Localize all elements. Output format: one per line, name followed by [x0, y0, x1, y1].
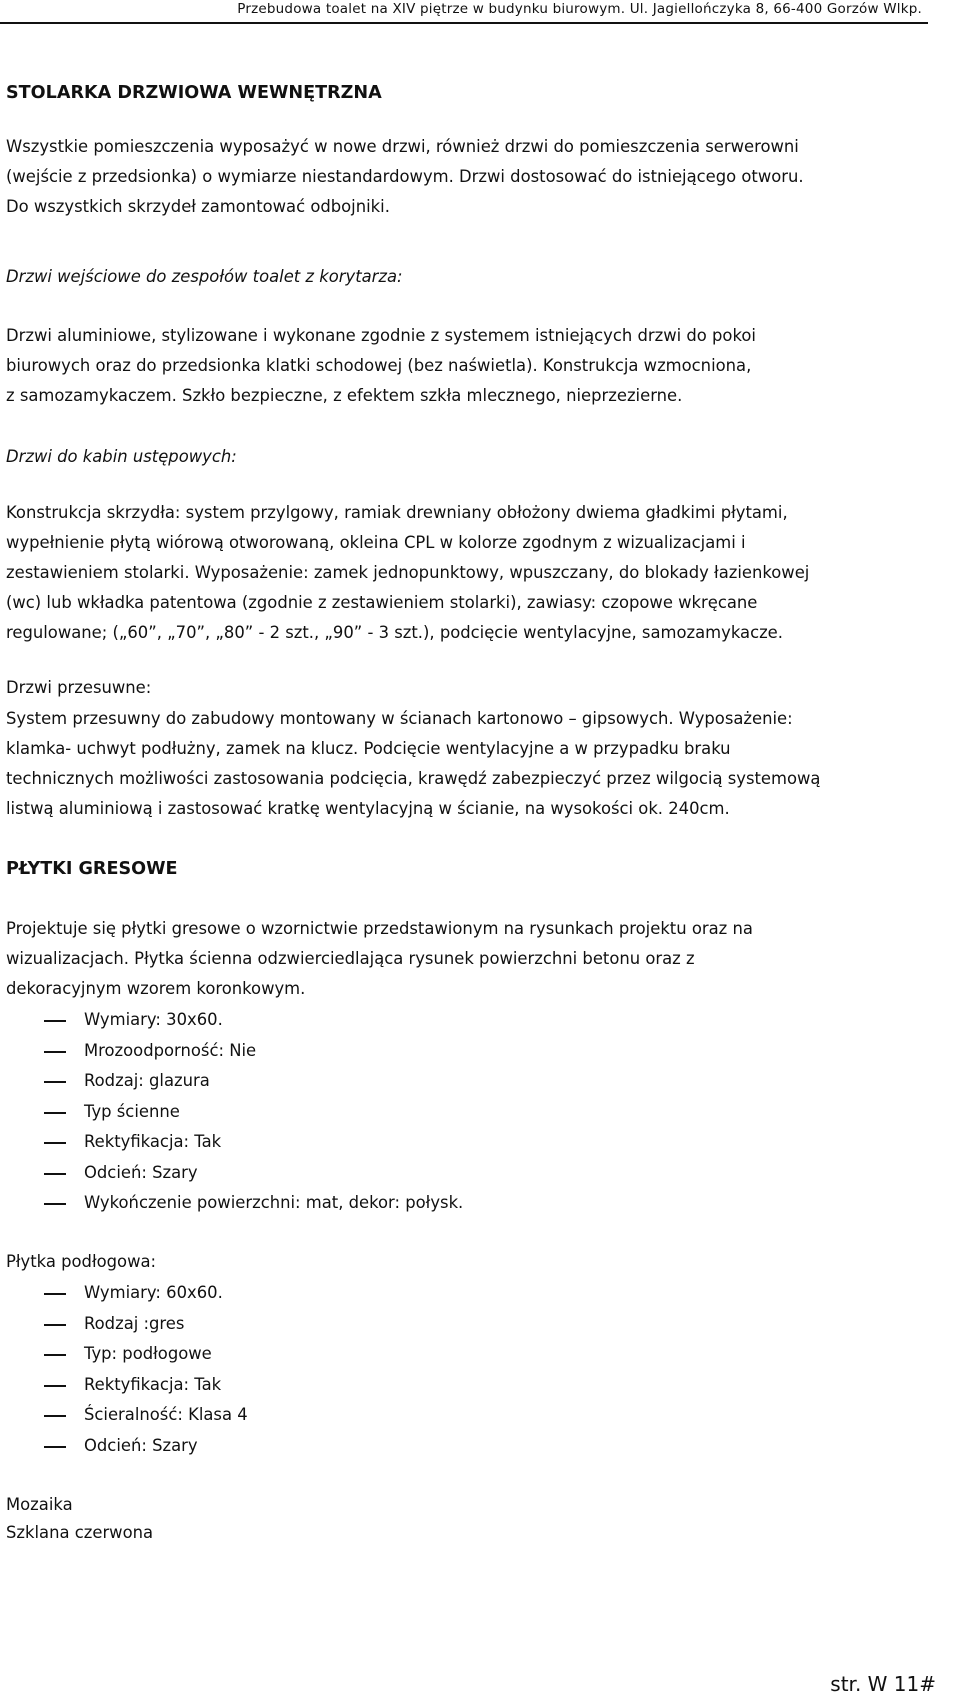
- paragraph-line: regulowane; („60”, „70”, „80” - 2 szt., „90” - 3 szt.), podcięcie wentylacyjne, samozamykacze.: [6, 623, 783, 642]
- plytki-intro-paragraph: [6, 914, 926, 1004]
- dash-bullet-icon: [44, 1446, 66, 1448]
- list-item: Odcień: Szary: [6, 1431, 606, 1462]
- dash-bullet-icon: [44, 1142, 66, 1144]
- list-item: Typ: podłogowe: [6, 1339, 606, 1370]
- dash-bullet-icon: [44, 1324, 66, 1326]
- subheading-floor-tile: Płytka podłogowa:: [6, 1252, 157, 1271]
- list-item: Typ ścienne: [6, 1097, 606, 1128]
- paragraph-line: klamka- uchwyt podłużny, zamek na klucz. Podcięcie wentylacyjne a w przypadku braku: [6, 739, 731, 758]
- dash-bullet-icon: [44, 1385, 66, 1387]
- floor-tile-spec-list: [6, 1278, 606, 1461]
- subheading-entry-doors: Drzwi wejściowe do zespołów toalet z korytarza:: [6, 267, 403, 286]
- paragraph-line: technicznych możliwości zastosowania podcięcia, krawędź zabezpieczyć przez wilgocią systemową: [6, 769, 821, 788]
- list-item: Ścieralność: Klasa 4: [6, 1400, 606, 1431]
- page-number: str. W 11#: [830, 1672, 936, 1696]
- paragraph-line: wypełnienie płytą wiórową otworowaną, okleina CPL w kolorze zgodnym z wizualizacjami i: [6, 533, 746, 552]
- paragraph-line: zestawieniem stolarki. Wyposażenie: zamek jednopunktowy, wpuszczany, do blokady łazienkowej: [6, 563, 810, 582]
- list-item: Rektyfikacja: Tak: [6, 1127, 606, 1158]
- page-header: [0, 0, 928, 24]
- cabin-doors-paragraph: [6, 498, 926, 648]
- subheading-sliding-doors: Drzwi przesuwne:: [6, 678, 152, 697]
- paragraph-line: Drzwi aluminiowe, stylizowane i wykonane zgodnie z systemem istniejących drzwi do pokoi: [6, 326, 756, 345]
- paragraph-line: Konstrukcja skrzydła: system przylgowy, ramiak drewniany obłożony dwiema gładkimi płytami,: [6, 503, 788, 522]
- dash-bullet-icon: [44, 1020, 66, 1022]
- paragraph-line: System przesuwny do zabudowy montowany w ścianach kartonowo – gipsowych. Wyposażenie:: [6, 709, 793, 728]
- section-heading-stolarka: STOLARKA DRZWIOWA WEWNĘTRZNA: [6, 83, 382, 103]
- list-item: Rodzaj: glazura: [6, 1066, 606, 1097]
- dash-bullet-icon: [44, 1051, 66, 1053]
- paragraph-line: (wejście z przedsionka) o wymiarze niestandardowym. Drzwi dostosować do istniejącego otworu.: [6, 167, 804, 186]
- paragraph-line: Projektuje się płytki gresowe o wzornictwie przedstawionym na rysunkach projektu oraz na: [6, 919, 753, 938]
- dash-bullet-icon: [44, 1081, 66, 1083]
- mosaic-description: Szklana czerwona: [6, 1523, 154, 1542]
- paragraph-line: biurowych oraz do przedsionka klatki schodowej (bez naświetla). Konstrukcja wzmocniona,: [6, 356, 752, 375]
- stolarka-intro-paragraph: [6, 132, 926, 222]
- paragraph-line: Wszystkie pomieszczenia wyposażyć w nowe drzwi, również drzwi do pomieszczenia serwerowni: [6, 137, 799, 156]
- list-item: Wykończenie powierzchni: mat, dekor: połysk.: [6, 1188, 606, 1219]
- dash-bullet-icon: [44, 1354, 66, 1356]
- dash-bullet-icon: [44, 1203, 66, 1205]
- paragraph-line: z samozamykaczem. Szkło bezpieczne, z efektem szkła mlecznego, nieprzezierne.: [6, 386, 683, 405]
- dash-bullet-icon: [44, 1415, 66, 1417]
- paragraph-line: listwą aluminiową i zastosować kratkę wentylacyjną w ścianie, na wysokości ok. 240cm.: [6, 799, 730, 818]
- list-item: Mrozoodporność: Nie: [6, 1036, 606, 1067]
- header-title: Przebudowa toalet na XIV piętrze w budynku biurowym. Ul. Jagiellończyka 8, 66-400 Gorzów Wlkp.: [237, 1, 922, 17]
- list-item: Odcień: Szary: [6, 1158, 606, 1189]
- list-item: Wymiary: 60x60.: [6, 1278, 606, 1309]
- paragraph-line: dekoracyjnym wzorem koronkowym.: [6, 979, 306, 998]
- subheading-cabin-doors: Drzwi do kabin ustępowych:: [6, 447, 237, 466]
- dash-bullet-icon: [44, 1112, 66, 1114]
- list-item: Rektyfikacja: Tak: [6, 1370, 606, 1401]
- entry-doors-paragraph: [6, 321, 926, 411]
- list-item: Wymiary: 30x60.: [6, 1005, 606, 1036]
- paragraph-line: Do wszystkich skrzydeł zamontować odbojniki.: [6, 197, 390, 216]
- section-heading-plytki: PŁYTKI GRESOWE: [6, 859, 178, 879]
- paragraph-line: (wc) lub wkładka patentowa (zgodnie z zestawieniem stolarki), zawiasy: czopowe wkręcane: [6, 593, 758, 612]
- wall-tile-spec-list: [6, 1005, 606, 1219]
- paragraph-line: wizualizacjach. Płytka ścienna odzwierciedlająca rysunek powierzchni betonu oraz z: [6, 949, 695, 968]
- list-item: Rodzaj :gres: [6, 1309, 606, 1340]
- dash-bullet-icon: [44, 1173, 66, 1175]
- subheading-mosaic: Mozaika: [6, 1495, 73, 1514]
- sliding-doors-paragraph: [6, 704, 926, 824]
- dash-bullet-icon: [44, 1293, 66, 1295]
